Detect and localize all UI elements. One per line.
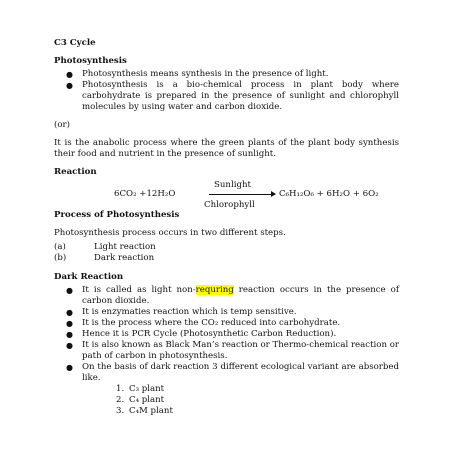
process-steps-list [54, 242, 399, 264]
list-item: 1. C₃ plant [116, 384, 165, 394]
photosynthesis-heading: Photosynthesis [54, 56, 127, 66]
list-item: ● On the basis of dark reaction 3 different ecological variant are absorbed like. [66, 362, 399, 383]
bullet-icon: ● [66, 341, 73, 350]
bullet-icon: ● [66, 286, 73, 295]
list-item: (b) Dark reaction [54, 253, 155, 263]
list-item: 2. C₄ plant [116, 395, 165, 405]
bullet-icon: ● [66, 363, 73, 372]
reaction-condition-top: Sunlight [214, 180, 251, 190]
dark-reaction-heading: Dark Reaction [54, 272, 124, 282]
dark-reaction-bullet-list [54, 285, 399, 384]
photosynthesis-bullet-list [54, 69, 399, 113]
reaction-condition-bottom: Chlorophyll [204, 200, 255, 210]
bullet-icon: ● [66, 81, 73, 90]
variant-list [54, 384, 399, 417]
list-item: ● It is also known as Black Man’s reaction or Thermo-chemical reaction or path of carbon in photosynthesis. [66, 340, 400, 361]
reaction-lhs: 6CO₂ +12H₂O [114, 189, 176, 199]
list-item: ● It is the process where the CO₂ reduced into carbohydrate. [66, 318, 341, 328]
list-item: ● Photosynthesis means synthesis in the presence of light. [66, 69, 329, 79]
reaction-equation [54, 180, 399, 210]
bullet-icon: ● [66, 319, 73, 328]
process-intro: Photosynthesis process occurs in two different steps. [54, 228, 286, 238]
reaction-heading: Reaction [54, 167, 97, 177]
or-label: (or) [54, 120, 70, 130]
page-title: C3 Cycle [54, 38, 96, 48]
list-item: ● It is called as light non-requring reaction occurs in the presence of carbon dioxide. [66, 285, 399, 306]
list-item: ● Hence it is PCR Cycle (Photosynthetic Carbon Reduction). [66, 329, 337, 339]
list-item: 3. C₄M plant [116, 406, 173, 416]
list-item: ● It is enzymaties reaction which is temp sensitive. [66, 307, 297, 317]
right-arrow-icon [209, 194, 275, 195]
definition-paragraph: It is the anabolic process where the green plants of the plant body synthesis their food and nutrient in the presence of sunlight. [54, 138, 399, 159]
highlighted-word: requring [195, 285, 234, 295]
bullet-icon: ● [66, 330, 73, 339]
reaction-rhs: C₆H₁₂O₆ + 6H₂O + 6O₂ [279, 189, 379, 199]
bullet-icon: ● [66, 308, 73, 317]
bullet-icon: ● [66, 70, 73, 79]
list-item: (a) Light reaction [54, 242, 156, 252]
list-item: ● Photosynthesis is a bio-chemical process in plant body where carbohydrate is prepared in the presence of sunlight and chlorophyll molecules by using water and carbon dioxide. [66, 80, 399, 112]
process-heading: Process of Photosynthesis [54, 210, 180, 220]
